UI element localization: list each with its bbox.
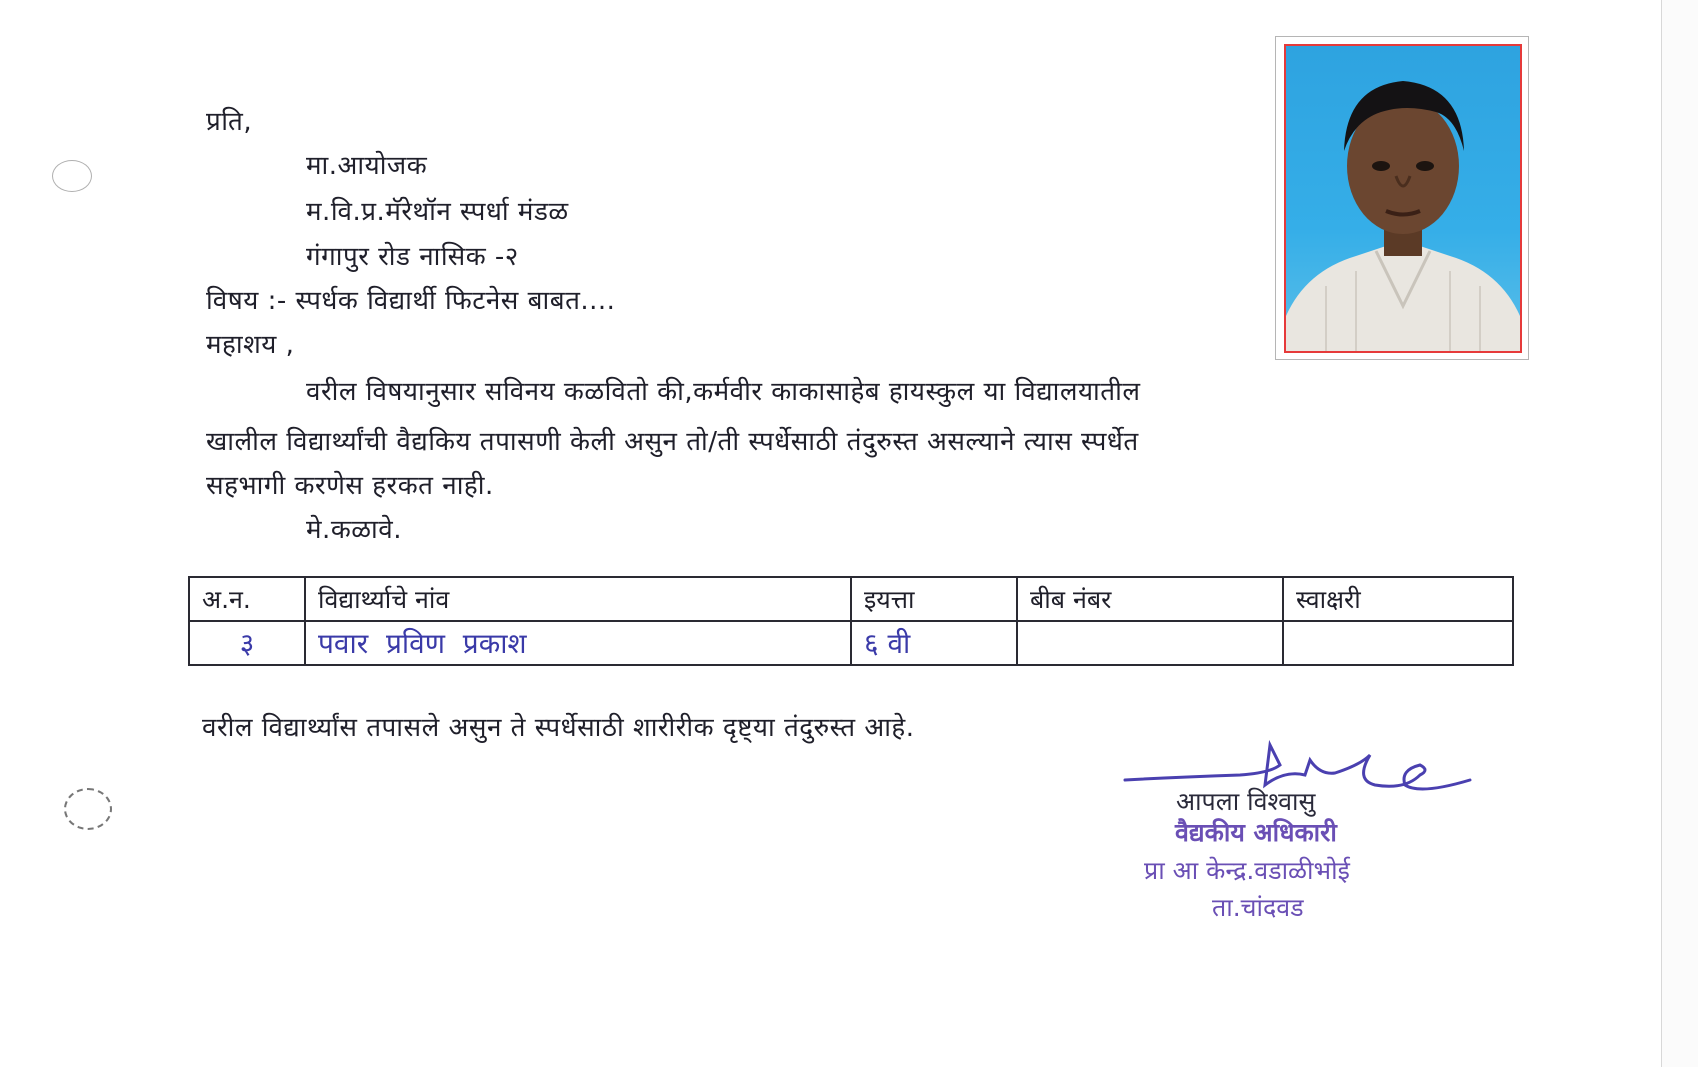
header-name: विद्यार्थ्याचे नांव <box>305 577 851 621</box>
addressee-line-1: मा.आयोजक <box>306 151 428 181</box>
header-signature: स्वाक्षरी <box>1283 577 1513 621</box>
student-table <box>188 576 1514 666</box>
cell-class: ६ वी <box>851 621 1017 665</box>
table-header-row <box>189 577 1513 621</box>
body-line-1: वरील विषयानुसार सविनय कळवितो की,कर्मवीर काकासाहेब हायस्कुल या विद्यालयातील <box>306 377 1141 407</box>
stamp-taluka: ता.चांदवड <box>1212 893 1304 922</box>
punch-hole-bottom <box>64 788 112 830</box>
header-class: इयत्ता <box>851 577 1017 621</box>
subject-line: विषय :- स्पर्धक विद्यार्थी फिटनेस बाबत.... <box>206 286 616 316</box>
student-photo-portrait <box>1286 46 1520 351</box>
body-line-3: सहभागी करणेस हरकत नाही. <box>206 471 494 501</box>
salutation: महाशय , <box>206 330 295 360</box>
salutation-to: प्रति, <box>206 107 253 137</box>
cell-signature <box>1283 621 1513 665</box>
header-serial: अ.न. <box>189 577 305 621</box>
cell-student-name: पवार प्रविण प्रकाश <box>305 621 851 665</box>
yours-faithfully: आपला विश्वासु <box>1176 787 1316 816</box>
paper-edge <box>1661 0 1698 1067</box>
header-bib-number: बीब नंबर <box>1017 577 1283 621</box>
closing-line: मे.कळावे. <box>306 515 402 545</box>
stamp-centre: प्रा आ केन्द्र.वडाळीभोई <box>1144 856 1350 885</box>
punch-hole-top <box>52 160 92 192</box>
cell-serial: ३ <box>189 621 305 665</box>
table-row <box>189 621 1513 665</box>
addressee-line-2: म.वि.प्र.मॅरेथॉन स्पर्धा मंडळ <box>306 197 569 227</box>
body-line-2: खालील विद्यार्थ्यांची वैद्यकिय तपासणी केली असुन तो/ती स्पर्धेसाठी तंदुरुस्त असल्याने त्यास स्पर्धेत <box>206 427 1139 457</box>
cell-bib-number <box>1017 621 1283 665</box>
certification-line: वरील विद्यार्थ्यांस तपासले असुन ते स्पर्धेसाठी शारीरीक दृष्ट्या तंदुरुस्त आहे. <box>202 713 915 743</box>
student-photo <box>1284 44 1522 353</box>
stamp-designation: वैद्यकीय अधिकारी <box>1175 818 1337 847</box>
addressee-line-3: गंगापुर रोड नासिक -२ <box>306 242 519 272</box>
